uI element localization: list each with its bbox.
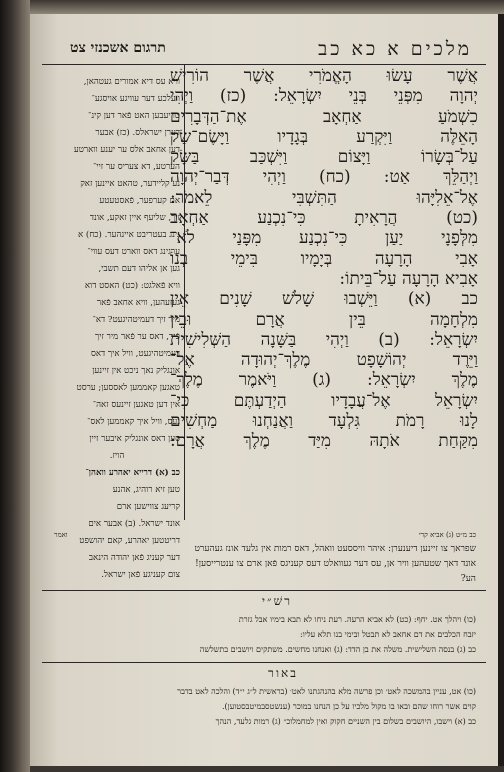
main-text-line: אָבִי הָרָעָה בְּיָמָיו בִּימֵי בְנוֹ	[170, 248, 478, 269]
main-text-column	[170, 66, 478, 452]
targum-line: טען זיא רוהיג, אהנע	[112, 485, 180, 495]
targum-line: גינג בעטריבט איינהער. (כח) א	[77, 230, 180, 240]
targum-line: אם קערפער, פֿאסטעטע	[99, 196, 180, 206]
masorah-note-variant: ואמר	[54, 531, 68, 539]
targum-continuation-line: הע?	[460, 574, 476, 584]
targum-line: טריעבען האט פֿאר דען קינ־	[88, 111, 180, 121]
book-page	[30, 14, 498, 766]
targum-line: נעס, וויל איך קאממען לאס־	[87, 417, 180, 427]
targum-column	[54, 74, 180, 584]
targum-line: פֿיר, דאס ער פֿאר מיר זיך	[95, 332, 180, 342]
targum-line: הערטע, דא צעריס ער זיי־	[92, 162, 180, 172]
page-bottom-shadow	[30, 766, 504, 772]
rashi-line: (כו) ויהלך אט. יחף: (כט) לא אביא הרעה. רעת ניחו לא תבא בימיו אבל גזרת	[238, 615, 476, 624]
targum-line: מיר זיך דעמיטהיגעט? דא־	[92, 315, 180, 325]
targum-header-title: תרגום אשכנזי צט	[70, 40, 166, 56]
targum-line: דריטטען יאהרע, קאם יהושפט	[79, 536, 180, 546]
targum-line: וויא פֿאלגט: (כט) האסט דוא	[84, 281, 180, 291]
targum-line: טאגען קאממען לאססען; ערסט	[76, 383, 180, 393]
biur-line: קוים אשר רוחו שהם ובאו בו מקול מלכיו על כן הנחנו במוכר (ענשטסבמיטבסטוען).	[222, 702, 476, 711]
main-text-line: מֶלֶךְ יִשְׂרָאֵל: (ג) וַיֹּאמֶר מֶלֶךְ־	[170, 370, 478, 391]
targum-line: גען אן אליהו דעם תשבי,	[98, 264, 180, 274]
header-rule	[42, 64, 486, 65]
targum-line: צום קעניגע פֿאן ישראל.	[101, 570, 180, 580]
rashi-line: יזבח הכלבים את דם אחאב לא תבטל ובימי בנו תלא עליו:	[300, 630, 476, 639]
main-text-line: יְהוָה מִפְּנֵי בְּנֵי יִשְׂרָאֵל: (כז) וַיְהִי	[170, 86, 478, 107]
targum-continuation-line: אונד דאך שטעהען וויר אן, עס דער געוואלט דעס קעניגס פֿאן ארם צו ענטרייסען!	[195, 559, 476, 569]
targum-line: נע קליידער, טהאט איינען זאק	[80, 179, 180, 189]
targum-line: הויז.	[109, 451, 125, 461]
page-header-title: מלכים א כא כב	[318, 38, 472, 60]
targum-line: סען דאס אונגליק איבער זיין	[89, 434, 180, 444]
rashi-line: כב (ג) בנסה השלישית. משלה את בן הדד: (ג) ואנחנו מחשים. משתקים ויושבים בתשלשה	[199, 645, 476, 654]
main-text-line: מִלְּפָנָי יַעַן כִּי־נִכְנַע מִפָּנַי לֹא־	[170, 228, 478, 249]
targum-continuation	[52, 542, 476, 587]
main-text-line: עַל־בְּשָׂרוֹ וַיָּצוֹם וַיִּשְׁכַּב בַּשָּׂק	[170, 147, 478, 168]
main-text-line: כִשְׁמֹעַ אַחְאָב אֶת־הַדְּבָרִים	[170, 106, 478, 127]
biur-rule	[42, 662, 486, 663]
main-text-line: יִשְׂרָאֵל אֶל־עֲבָדָיו הַיְדַעְתֶּם כִּי־	[170, 390, 478, 411]
biur-line: (כו) אט, עניין בהמשכה לאט׳ וכן פרשה מלא בהנהגתנו לאט׳ (בראשית ל״ג י״ד) והלכה לאט בדבר	[177, 687, 476, 696]
targum-continuation-line: שפראך צו זיינען דיענערן: איהר וויססעט וואהל, דאס רמות אין גלעד אונז געהערט	[194, 544, 476, 554]
page-top-shadow	[30, 0, 504, 14]
targum-line: וועלכע דער עוויגע אויסגע־	[91, 94, 180, 104]
main-text-line: לָנוּ רָמֹת גִּלְעָד וַאֲנַחְנוּ מַחְשִׁים	[170, 411, 478, 432]
targum-line: דעמיטהיגעט, וויל איך דאס	[90, 349, 180, 359]
masorah-note: כב מ״ט (ג) אביא קרי	[418, 531, 476, 539]
main-text-line: וַיֵּרֶד יְהוֹשָׁפָט מֶלֶךְ־יְהוּדָה אֶל־	[170, 350, 478, 371]
targum-line: וויא עס דיא אמורים געטהאן,	[83, 77, 180, 87]
biur-commentary	[52, 684, 476, 729]
main-text-line: יִשְׂרָאֵל: (ב) וַיְהִי בַּשָּׁנָה הַשְּׁלִישִׁית	[170, 329, 478, 350]
main-text-line: וַיְהַלֵּךְ אַט: (כח) וַיְהִי דְּבַר־יְהוָה	[170, 167, 478, 188]
main-text-line: מִלְחָמָה בֵּין אֲרָם וּבֵין	[170, 309, 478, 330]
main-text-line: אֶל־אֵלִיָּהוּ הַתִּשְׁבִּי לֵאמֹר:	[170, 187, 478, 208]
rashi-title: רשׁ״י	[261, 594, 292, 608]
targum-line: געזעהען, וויא אחאב פֿאר	[96, 298, 180, 308]
page-edge-shadow	[498, 14, 504, 766]
main-text-line: הָאֵלֶּה וַיִּקְרַע בְּגָדָיו וַיָּשֶׂם־שַׂק	[170, 126, 478, 147]
rashi-rule	[42, 590, 486, 591]
targum-line: זיך, שליעף איין זאקע, אונד	[89, 213, 180, 223]
main-text-line: כב (א) וַיֵּשְׁבוּ שָׁלֹשׁ שָׁנִים אֵין	[170, 289, 478, 310]
biur-title: באור	[268, 666, 298, 680]
targum-line: אונגליק נאך ניכט אין זיינען	[92, 366, 180, 376]
main-text-line: אֲשֶׁר עָשׂוּ הָאֱמֹרִי אֲשֶׁר הוֹרִישׁ	[170, 66, 478, 86]
targum-line: דען אחאב אלס ער יענע ווארטע	[73, 145, 180, 155]
targum-line: אין דען טאגען זיינעס זאה־	[92, 400, 180, 410]
main-text-line: מִקַּחַת אֹתָהּ מִיַּד מֶלֶךְ אֲרָם:	[170, 431, 478, 452]
biur-line: כב (א) וישבו, היושבים בשלום בין השניים חקוק ואין למחמלוכ״ (ג) רמות גלעד, הנהך	[215, 717, 476, 726]
targum-line: דער קעניג פֿאן יהודה הינאב	[88, 553, 180, 563]
main-text-line: (כט) הֲרָאִיתָ כִּי־נִכְנַע אַחְאָב	[170, 208, 478, 229]
rashi-commentary	[52, 612, 476, 657]
targum-line: אונד ישראל. (ב) אבער אים	[88, 519, 180, 529]
targum-line: דערן ישראלס. (כז) אבער	[95, 128, 180, 138]
targum-line: ערגינג דאס ווארט דעס עווי־	[87, 247, 180, 257]
targum-line: קריעג צווישען ארם	[116, 502, 180, 512]
main-text-line: אָבִיא הָרָעָה עַל־בֵּיתוֹ:	[339, 268, 478, 289]
targum-line: כב (א) דרייא יאהרע וואהן־	[85, 468, 180, 478]
book-spine	[0, 0, 30, 772]
